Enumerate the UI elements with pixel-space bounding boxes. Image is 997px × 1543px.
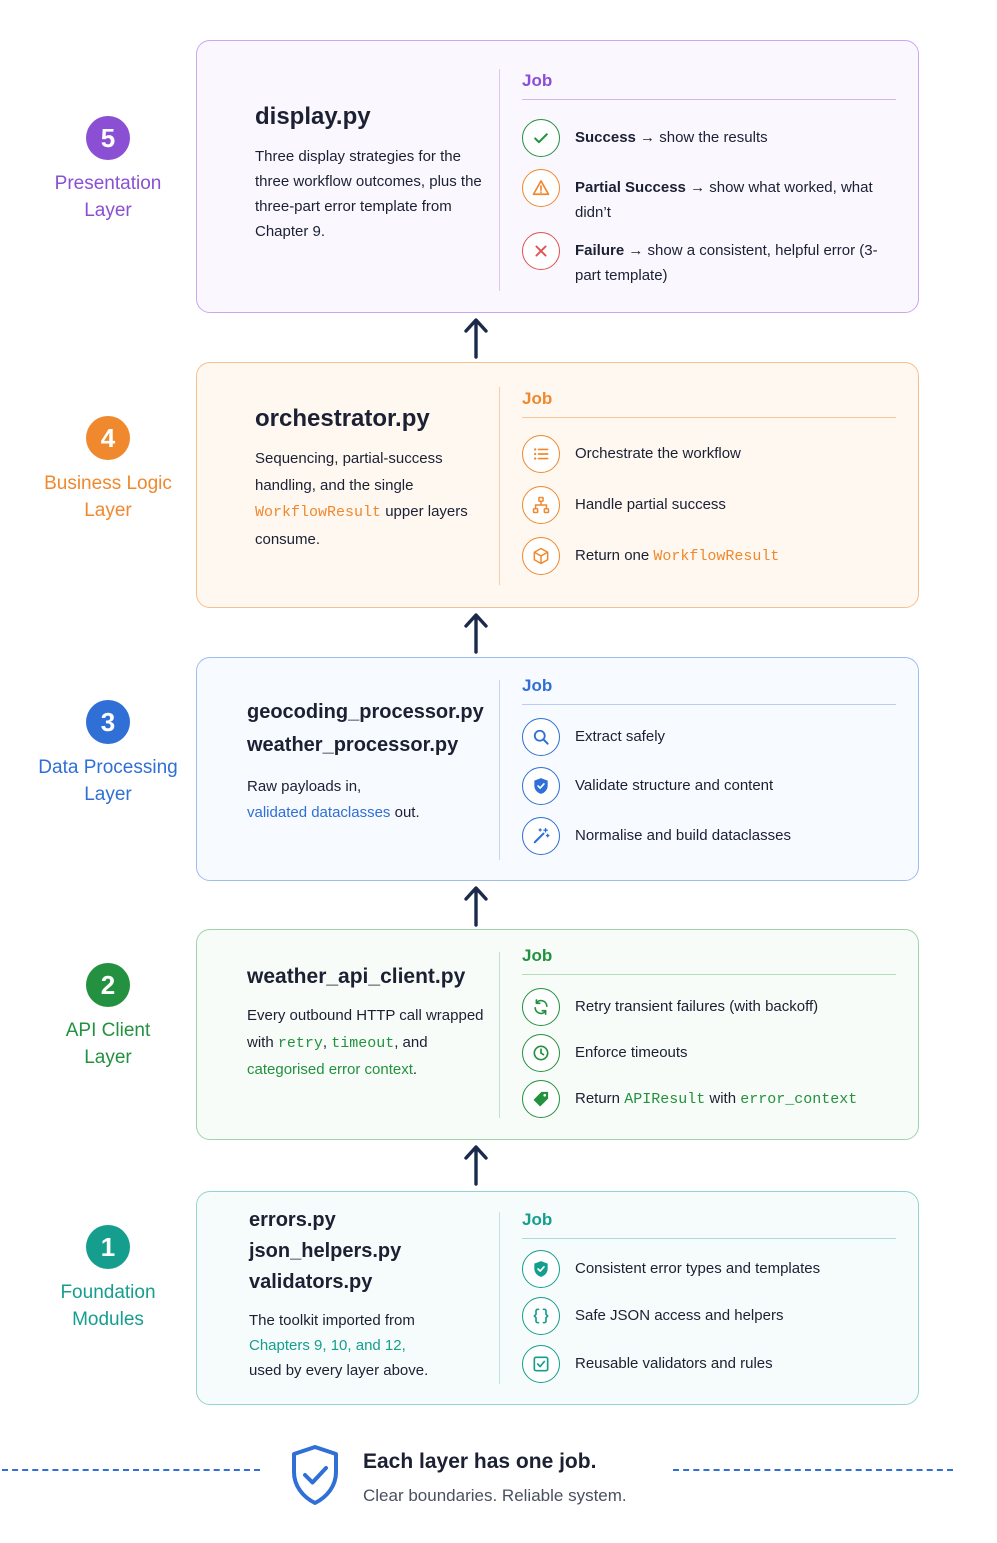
job-item: Return one WorkflowResult xyxy=(522,537,896,575)
footer-title: Each layer has one job. xyxy=(363,1450,597,1473)
job-item: Reusable validators and rules xyxy=(522,1345,896,1383)
file-name: json_helpers.py xyxy=(249,1240,402,1262)
footer-divider-left xyxy=(2,1469,260,1471)
divider xyxy=(499,680,500,860)
layer-name: API Client Layer xyxy=(65,1020,151,1068)
layer-4-label xyxy=(28,416,188,524)
job-item: Normalise and build dataclasses xyxy=(522,817,896,855)
shield-check-icon xyxy=(522,767,560,805)
job-heading: Job xyxy=(522,389,896,418)
file-name: orchestrator.py xyxy=(255,405,430,432)
up-arrow-icon xyxy=(463,1144,489,1186)
layer-description: The toolkit imported from Chapters 9, 10, and 12, used by every layer above. xyxy=(249,1312,429,1379)
layer-description: Three display strategies for the three workflow outcomes, plus the three-part error template from Chapter 9. xyxy=(255,148,482,240)
job-item: Retry transient failures (with backoff) xyxy=(522,988,896,1026)
job-heading: Job xyxy=(522,1210,896,1239)
file-name: geocoding_processor.py xyxy=(247,701,484,723)
layer-number-badge: 4 xyxy=(86,416,130,460)
layer-description: Raw payloads in, validated dataclasses out. xyxy=(247,778,420,821)
divider xyxy=(499,1212,500,1384)
layer-name: Business Logic Layer xyxy=(44,473,172,521)
layer-number-badge: 5 xyxy=(86,116,130,160)
layer-3-label xyxy=(28,700,188,808)
job-heading: Job xyxy=(522,71,896,100)
layer-5-card xyxy=(196,40,919,313)
up-arrow-icon xyxy=(463,317,489,359)
job-item: Success → show the results xyxy=(522,119,896,157)
job-item: Orchestrate the workflow xyxy=(522,435,896,473)
job-heading: Job xyxy=(522,676,896,705)
job-item: Extract safely xyxy=(522,718,896,756)
layer-2-label xyxy=(28,963,188,1071)
file-name: display.py xyxy=(255,103,371,130)
job-item: Return APIResult with error_context xyxy=(522,1080,896,1118)
clock-icon xyxy=(522,1034,560,1072)
layer-3-card xyxy=(196,657,919,881)
job-item: Handle partial success xyxy=(522,486,896,524)
divider xyxy=(499,387,500,585)
layer-number-badge: 2 xyxy=(86,963,130,1007)
layer-name: Presentation Layer xyxy=(54,173,162,221)
layer-4-card xyxy=(196,362,919,608)
layer-2-card xyxy=(196,929,919,1140)
refresh-icon xyxy=(522,988,560,1026)
search-icon xyxy=(522,718,560,756)
layer-1-label xyxy=(28,1225,188,1333)
divider xyxy=(499,69,500,291)
divider xyxy=(499,952,500,1118)
job-item: Consistent error types and templates xyxy=(522,1250,896,1288)
file-name: weather_processor.py xyxy=(247,734,459,756)
layer-number-badge: 3 xyxy=(86,700,130,744)
job-item: Failure → show a consistent, helpful error (3-part template) xyxy=(522,232,896,288)
shield-check-icon xyxy=(522,1250,560,1288)
job-item: Enforce timeouts xyxy=(522,1034,896,1072)
layer-description: Every outbound HTTP call wrapped with retry, timeout, and categorised error context. xyxy=(247,1007,484,1078)
file-name: weather_api_client.py xyxy=(247,965,466,988)
layer-description: Sequencing, partial-success handling, and the single WorkflowResult upper layers consume. xyxy=(255,450,468,548)
sitemap-icon xyxy=(522,486,560,524)
footer-subtitle: Clear boundaries. Reliable system. xyxy=(363,1486,627,1505)
up-arrow-icon xyxy=(463,885,489,927)
job-item: Validate structure and content xyxy=(522,767,896,805)
magic-wand-icon xyxy=(522,817,560,855)
job-item: Safe JSON access and helpers xyxy=(522,1297,896,1335)
braces-icon xyxy=(522,1297,560,1335)
footer-divider-right xyxy=(673,1469,953,1471)
layer-number-badge: 1 xyxy=(86,1225,130,1269)
box-icon xyxy=(522,537,560,575)
layer-1-card xyxy=(196,1191,919,1405)
tag-icon xyxy=(522,1080,560,1118)
layer-5-label xyxy=(28,116,188,224)
shield-check-icon xyxy=(290,1444,340,1506)
layer-name: Foundation Modules xyxy=(60,1282,156,1330)
up-arrow-icon xyxy=(463,612,489,654)
warning-icon xyxy=(522,169,560,207)
file-name: validators.py xyxy=(249,1271,373,1293)
check-icon xyxy=(522,119,560,157)
x-icon xyxy=(522,232,560,270)
checkbox-icon xyxy=(522,1345,560,1383)
job-item: Partial Success → show what worked, what didn’t xyxy=(522,169,896,225)
file-name: errors.py xyxy=(249,1209,336,1231)
layer-name: Data Processing Layer xyxy=(38,757,178,805)
list-icon xyxy=(522,435,560,473)
job-heading: Job xyxy=(522,946,896,975)
